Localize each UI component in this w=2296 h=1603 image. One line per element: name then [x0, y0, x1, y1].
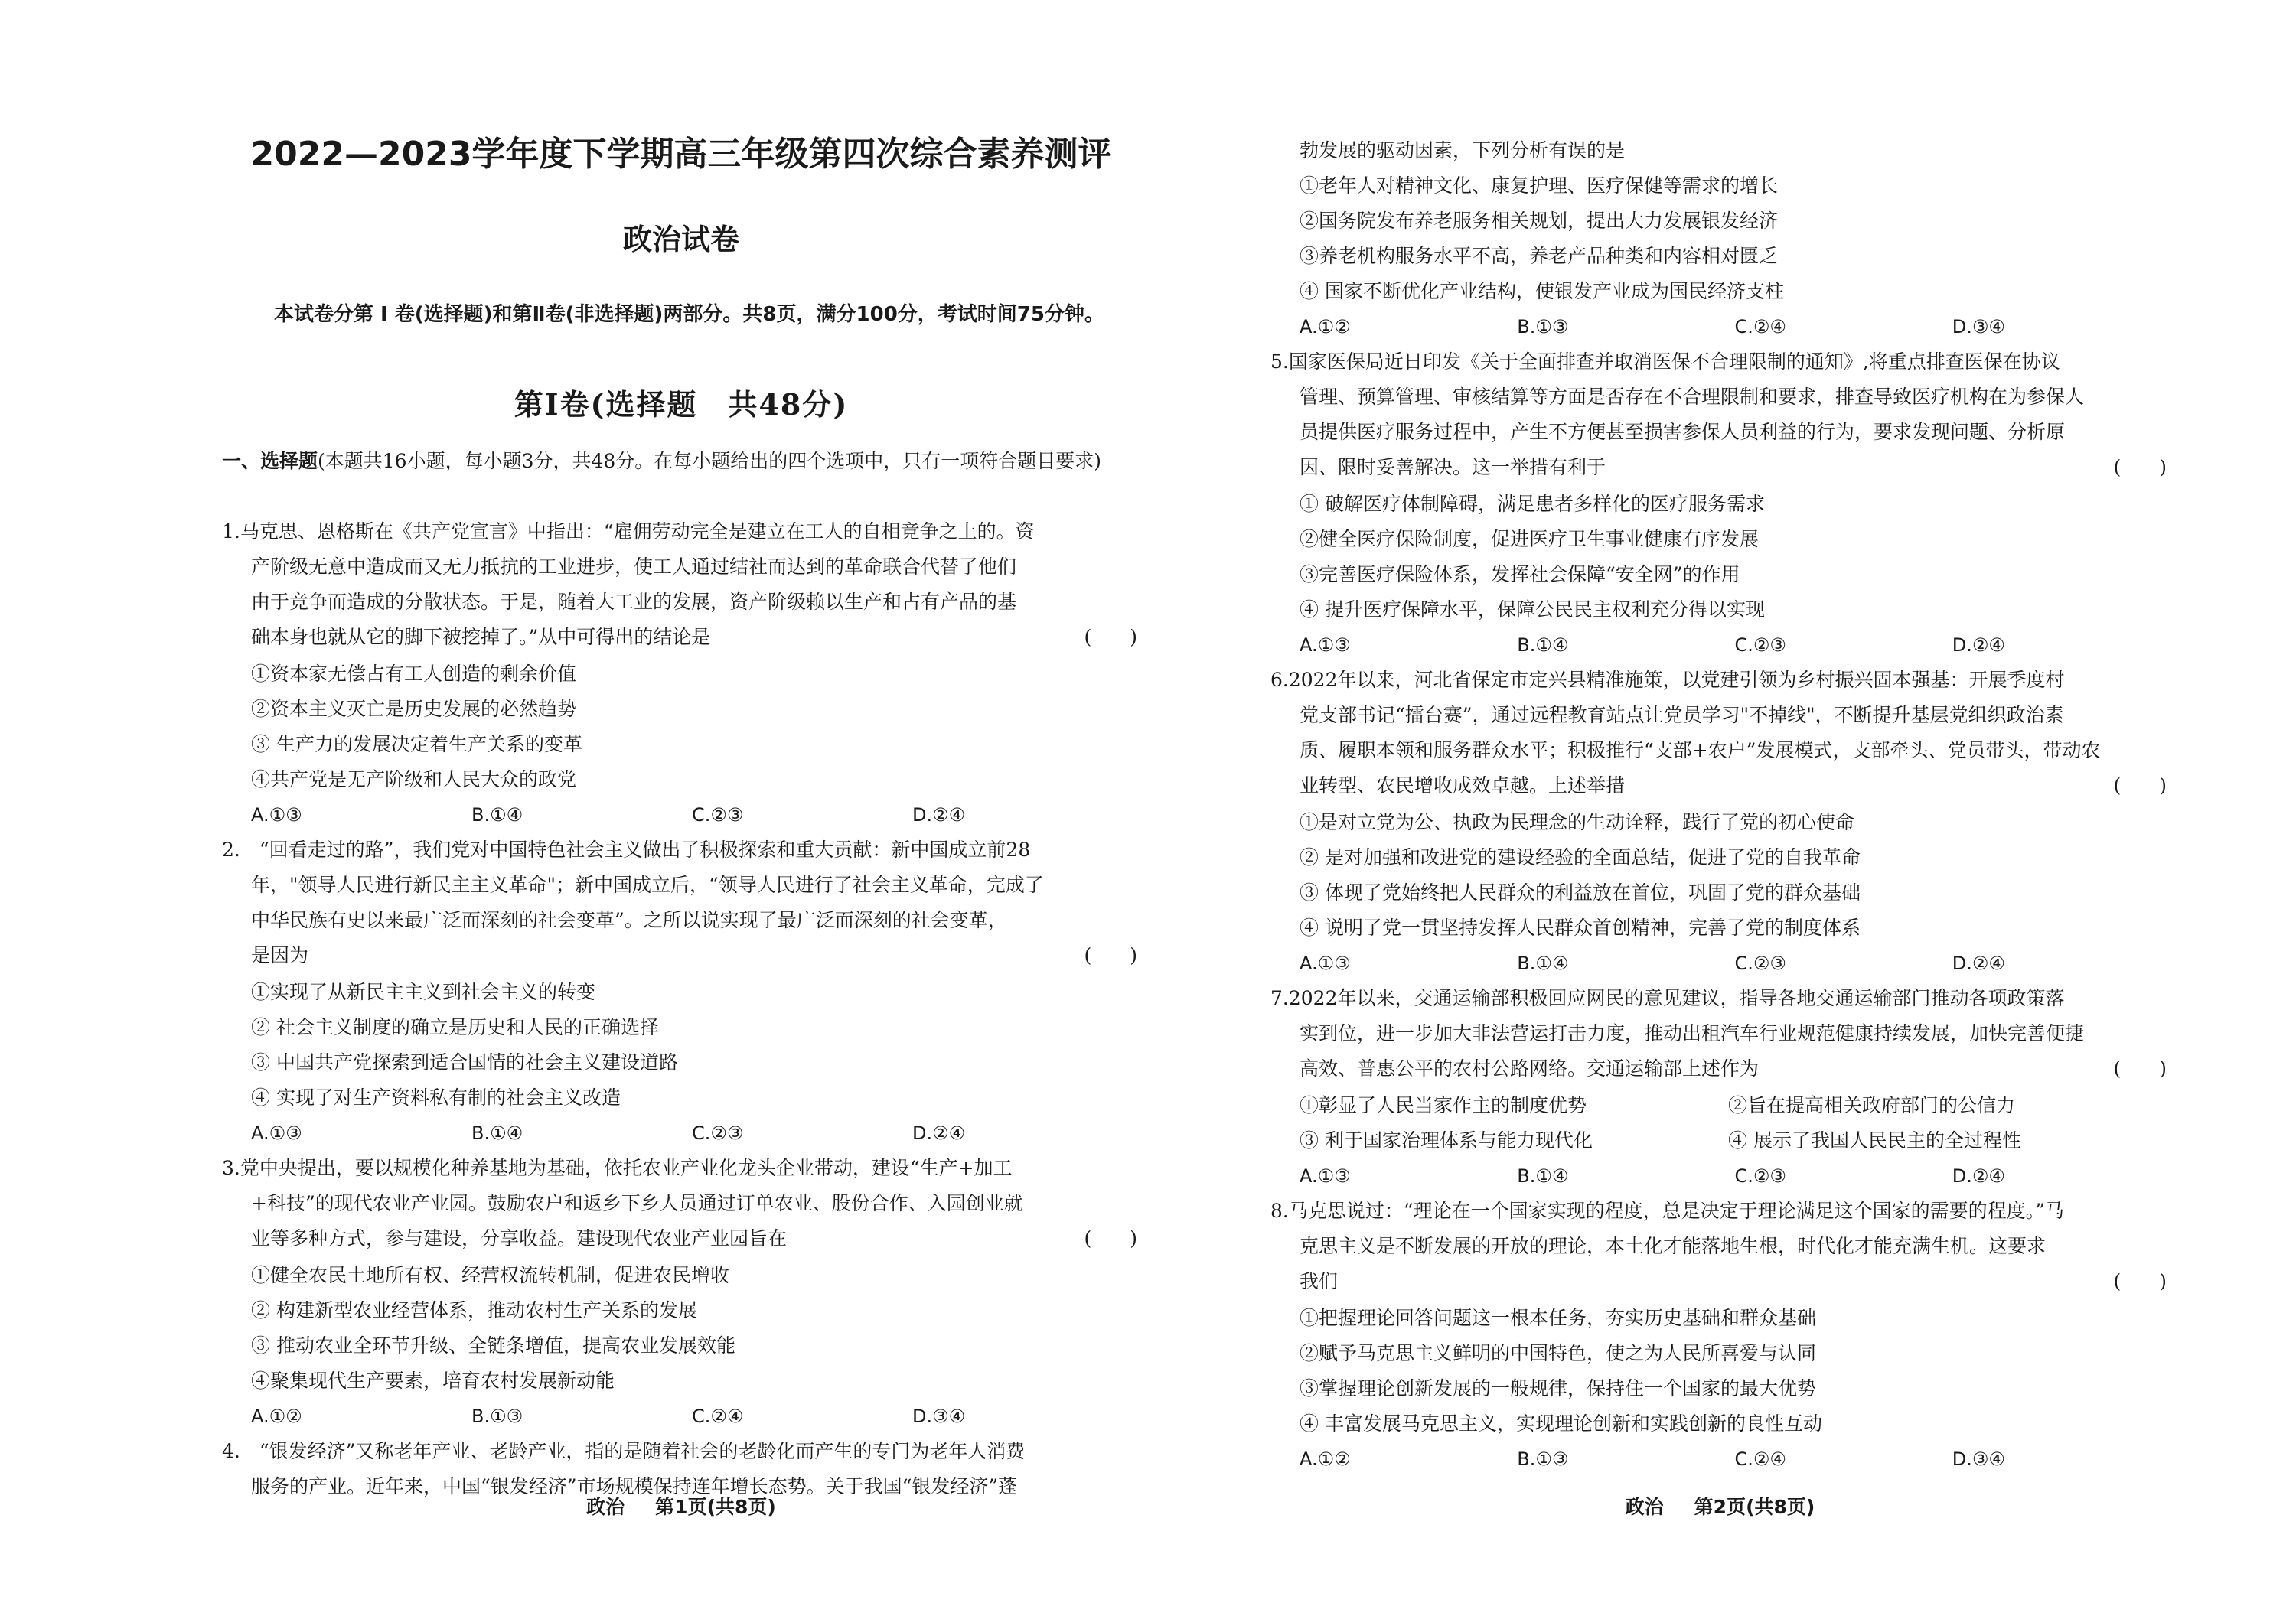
option-1: ①把握理论回答问题这一根本任务，夯实历史基础和群众基础 — [1300, 1307, 1817, 1329]
option-3: ③掌握理论创新发展的一般规律，保持住一个国家的最大优势 — [1300, 1377, 1817, 1399]
question-stem-line: 服务的产业。近年来，中国“银发经济”市场规模保持连年增长态势。关于我国“银发经济”蓬 — [251, 1475, 1018, 1497]
question-stem-line: 管理、预算管理、审核结算等方面是否存在不合理限制和要求，排查导致医疗机构在为参保人 — [1300, 386, 2085, 408]
option-4: ④ 提升医疗保障水平，保障公民民主权利充分得以实现 — [1300, 598, 1765, 621]
choice-a: A.①③ — [1300, 634, 1351, 656]
answer-parenthesis: ( ) — [1084, 944, 1137, 966]
choice-d: D.②④ — [1952, 1165, 2005, 1187]
question-stem-last-line — [222, 1221, 1140, 1258]
question-3 — [222, 1151, 1140, 1434]
option-2: ② 构建新型农业经营体系，推动农村生产关系的发展 — [251, 1299, 697, 1321]
option-row — [1270, 1123, 2170, 1158]
page-footer — [1270, 1492, 2170, 1520]
choice-a: A.①② — [1300, 1448, 1351, 1470]
section-instructions — [222, 444, 1140, 479]
choice-a: A.①③ — [251, 804, 302, 826]
option-2: ②赋予马克思主义鲜明的中国特色，使之为人民所喜爱与认同 — [1300, 1342, 1817, 1364]
question-stem-line: 产阶级无意中造成而又无力抵抗的工业进步，使工人通过结社而达到的革命联合代替了他们 — [251, 556, 1017, 578]
option-1: ①健全农民土地所有权、经营权流转机制，促进农民增收 — [251, 1264, 730, 1286]
option-4: ④共产党是无产阶级和人民大众的政党 — [251, 768, 577, 790]
question-stem-line: 8.马克思说过：“理论在一个国家实现的程度，总是决定于理论满足这个国家的需要的程度。”马 — [1270, 1200, 2064, 1222]
answer-parenthesis: ( ) — [2113, 774, 2167, 797]
page2-questions — [1270, 133, 2170, 1477]
option-row — [1270, 1088, 2170, 1123]
answer-choices — [1270, 946, 2170, 981]
page1-questions — [222, 514, 1140, 1504]
answer-parenthesis: ( ) — [2113, 1057, 2167, 1080]
choice-c: C.②④ — [1734, 316, 1786, 337]
choice-b: B.①③ — [471, 1406, 523, 1427]
question-8 — [1270, 1194, 2170, 1477]
question-stem-line: 勃发展的驱动因素，下列分析有误的是 — [1300, 139, 1626, 161]
answer-parenthesis: ( ) — [1084, 626, 1137, 648]
question-stem-line: 础本身也就从它的脚下被挖掉了。”从中可得出的结论是 — [251, 626, 711, 648]
option-1: ①老年人对精神文化、康复护理、医疗保健等需求的增长 — [1300, 174, 1779, 197]
choice-b: B.①③ — [1517, 316, 1569, 337]
choice-a: A.①③ — [1300, 1165, 1351, 1187]
choice-c: C.②③ — [1734, 953, 1786, 974]
choice-b: B.①④ — [1517, 953, 1569, 974]
option-3: ③ 体现了党始终把人民群众的利益放在首位，巩固了党的群众基础 — [1300, 881, 1861, 904]
question-5 — [1270, 344, 2170, 663]
question-stem-line: 克思主义是不断发展的开放的理论，本土化才能落地生根，时代化才能充满生机。这要求 — [1300, 1235, 2047, 1257]
question-1 — [222, 514, 1140, 832]
choice-d: D.②④ — [912, 804, 966, 826]
option-1: ①资本家无偿占有工人创造的剩余价值 — [251, 663, 577, 685]
footer-subject: 政治 — [586, 1496, 625, 1518]
exam-subtitle: 政治试卷 — [622, 223, 739, 256]
option-2: ②健全医疗保险制度，促进医疗卫生事业健康有序发展 — [1300, 528, 1760, 550]
option-4: ④ 国家不断优化产业结构，使银发产业成为国民经济支柱 — [1300, 280, 1784, 302]
choice-c: C.②③ — [692, 804, 744, 826]
option-3: ③完善医疗保险体系，发挥社会保障“安全网”的作用 — [1300, 563, 1740, 585]
question-stem-line: 6.2022年以来，河北省保定市定兴县精准施策，以党建引领为乡村振兴固本强基：开展季度村 — [1270, 669, 2065, 691]
choice-a: A.①③ — [251, 1122, 302, 1144]
question-stem-line: 员提供医疗服务过程中，产生不方便甚至损害参保人员利益的行为，要求发现问题、分析原 — [1300, 421, 2066, 443]
question-stem-line: 年，"领导人民进行新民主主义革命"；新中国成立后，“领导人民进行了社会主义革命，完成了 — [251, 874, 1044, 896]
question-stem-line: 因、限时妥善解决。这一举措有利于 — [1300, 456, 1606, 478]
option-2: ②国务院发布养老服务相关规划，提出大力发展银发经济 — [1300, 210, 1779, 232]
section-text: (本题共16小题，每小题3分，共48分。在每小题给出的四个选项中，只有一项符合题目要求) — [318, 450, 1102, 472]
answer-choices — [1270, 627, 2170, 663]
choice-d: D.②④ — [1952, 634, 2005, 656]
option-4: ④ 丰富发展马克思主义，实现理论创新和实践创新的良性互动 — [1300, 1412, 1822, 1435]
question-4-continued — [1270, 133, 2170, 344]
question-7 — [1270, 981, 2170, 1194]
answer-choices — [222, 1399, 1140, 1434]
choice-c: C.②③ — [1734, 1165, 1786, 1187]
option-4: ④聚集现代生产要素，培育农村发展新动能 — [251, 1370, 615, 1392]
choice-a: A.①② — [1300, 316, 1351, 337]
choice-a: A.①③ — [1300, 953, 1351, 974]
choice-d: D.②④ — [912, 1122, 966, 1144]
question-stem-line: 业转型、农民增收成效卓越。上述举措 — [1300, 774, 1626, 797]
option-3: ③ 中国共产党探索到适合国情的社会主义建设道路 — [251, 1051, 678, 1074]
choice-d: D.③④ — [1952, 316, 2005, 337]
question-stem-line: 2. “回看走过的路”，我们党对中国特色社会主义做出了积极探索和重大贡献：新中国成立前28 — [222, 839, 1031, 861]
choice-b: B.①③ — [1517, 1448, 1569, 1470]
choice-b: B.①④ — [1517, 1165, 1569, 1187]
question-stem-line: 高效、普惠公平的农村公路网络。交通运输部上述作为 — [1300, 1057, 1760, 1080]
choice-d: D.②④ — [1952, 953, 2005, 974]
option-4: ④ 展示了我国人民民主的全过程性 — [1728, 1129, 2021, 1152]
option-1: ①是对立党为公、执政为民理念的生动诠释，践行了党的初心使命 — [1300, 811, 1855, 833]
choice-c: C.②④ — [1734, 1448, 1786, 1470]
choice-d: D.③④ — [912, 1406, 966, 1427]
question-stem-line: +科技”的现代农业产业园。鼓励农户和返乡下乡人员通过订单农业、股份合作、入园创业就 — [251, 1192, 1023, 1214]
option-4: ④ 说明了党一贯坚持发挥人民群众首创精神，完善了党的制度体系 — [1300, 917, 1861, 939]
question-stem-line: 中华民族有史以来最广泛而深刻的社会变革”。之所以说实现了最广泛而深刻的社会变革， — [251, 909, 1007, 931]
question-stem-line: 业等多种方式，参与建设，分享收益。建设现代农业产业园旨在 — [251, 1227, 788, 1249]
answer-choices — [1270, 1158, 2170, 1194]
choice-b: B.①④ — [1517, 634, 1569, 656]
question-stem-line: 1.马克思、恩格斯在《共产党宣言》中指出：“雇佣劳动完全是建立在工人的自相竞争之上的。资 — [222, 520, 1035, 542]
choice-d: D.③④ — [1952, 1448, 2005, 1470]
exam-page-2 — [1270, 0, 2170, 1603]
answer-parenthesis: ( ) — [1084, 1227, 1137, 1249]
question-stem-last-line — [222, 938, 1140, 975]
question-stem-line: 由于竞争而造成的分散状态。于是，随着大工业的发展，资产阶级赖以生产和占有产品的基 — [251, 591, 1017, 613]
answer-choices — [222, 797, 1140, 832]
answer-parenthesis: ( ) — [2113, 456, 2167, 478]
answer-choices — [1270, 309, 2170, 344]
option-1: ① 破解医疗体制障碍，满足患者多样化的医疗服务需求 — [1300, 493, 1765, 515]
option-4: ④ 实现了对生产资料私有制的社会主义改造 — [251, 1087, 621, 1109]
footer-page-number: 第2页(共8页) — [1694, 1496, 1815, 1518]
answer-choices — [222, 1116, 1140, 1151]
question-stem-line: 质、履职本领和服务群众水平；积极推行“支部+农户”发展模式，支部牵头、党员带头，带动农 — [1300, 739, 2101, 761]
question-stem-line: 我们 — [1300, 1270, 1339, 1292]
option-3: ③ 利于国家治理体系与能力现代化 — [1300, 1129, 1593, 1152]
option-2: ② 是对加强和改进党的建设经验的全面总结，促进了党的自我革命 — [1300, 846, 1861, 868]
question-stem-line: 7.2022年以来，交通运输部积极回应网民的意见建议，指导各地交通运输部门推动各项政策落 — [1270, 987, 2065, 1009]
answer-choices — [1270, 1442, 2170, 1477]
page-footer — [222, 1492, 1140, 1520]
choice-c: C.②④ — [692, 1406, 744, 1427]
choice-b: B.①④ — [471, 1122, 523, 1144]
footer-subject: 政治 — [1625, 1496, 1664, 1518]
question-stem-line: 3.党中央提出，要以规模化种养基地为基础，依托农业产业化龙头企业带动，建设“生产+加工 — [222, 1157, 1013, 1179]
question-stem-last-line — [1270, 1264, 2170, 1301]
question-stem-line: 实到位，进一步加大非法营运打击力度，推动出租汽车行业规范健康持续发展，加快完善便捷 — [1300, 1022, 2085, 1044]
question-stem-line: 5.国家医保局近日印发《关于全面排查并取消医保不合理限制的通知》,将重点排查医保在协议 — [1270, 350, 2060, 373]
option-3: ③养老机构服务水平不高，养老产品种类和内容相对匮乏 — [1300, 245, 1779, 267]
exam-page-1 — [222, 0, 1140, 1603]
question-2 — [222, 832, 1140, 1151]
option-1: ①彰显了人民当家作主的制度优势 — [1300, 1094, 1587, 1116]
question-stem-last-line — [1270, 1051, 2170, 1088]
option-2: ② 社会主义制度的确立是历史和人民的正确选择 — [251, 1016, 659, 1038]
footer-page-number: 第1页(共8页) — [655, 1496, 776, 1518]
choice-b: B.①④ — [471, 804, 523, 826]
question-stem-last-line — [1270, 450, 2170, 487]
option-1: ①实现了从新民主主义到社会主义的转变 — [251, 981, 596, 1003]
question-stem-last-line — [1270, 768, 2170, 805]
option-2: ②资本主义灭亡是历史发展的必然趋势 — [251, 698, 577, 720]
question-stem-last-line — [222, 620, 1140, 657]
question-stem-line: 是因为 — [251, 944, 309, 966]
option-3: ③ 生产力的发展决定着生产关系的变革 — [251, 733, 582, 755]
section-label: 一、选择题 — [222, 450, 318, 472]
exam-title: 2022—2023学年度下学期高三年级第四次综合素养测评 — [250, 135, 1112, 174]
option-3: ③ 推动农业全环节升级、全链条增值，提高农业发展效能 — [251, 1334, 735, 1357]
choice-c: C.②③ — [1734, 634, 1786, 656]
question-stem-line: 党支部书记“擂台赛”，通过远程教育站点让党员学习"不掉线"，不断提升基层党组织政治素 — [1300, 704, 2064, 726]
option-2: ②旨在提高相关政府部门的公信力 — [1728, 1094, 2016, 1116]
answer-parenthesis: ( ) — [2113, 1270, 2167, 1292]
question-stem-line: 4. “银发经济”又称老年产业、老龄产业，指的是随着社会的老龄化而产生的专门为老年人消费 — [222, 1440, 1026, 1462]
exam-instructions: 本试卷分第 Ⅰ 卷(选择题)和第Ⅱ卷(非选择题)两部分。共8页，满分100分，考试时间75分钟。 — [274, 303, 1104, 326]
question-6 — [1270, 663, 2170, 981]
choice-a: A.①② — [251, 1406, 302, 1427]
part-one-heading: 第Ⅰ卷(选择题 共48分) — [514, 387, 849, 422]
choice-c: C.②③ — [692, 1122, 744, 1144]
